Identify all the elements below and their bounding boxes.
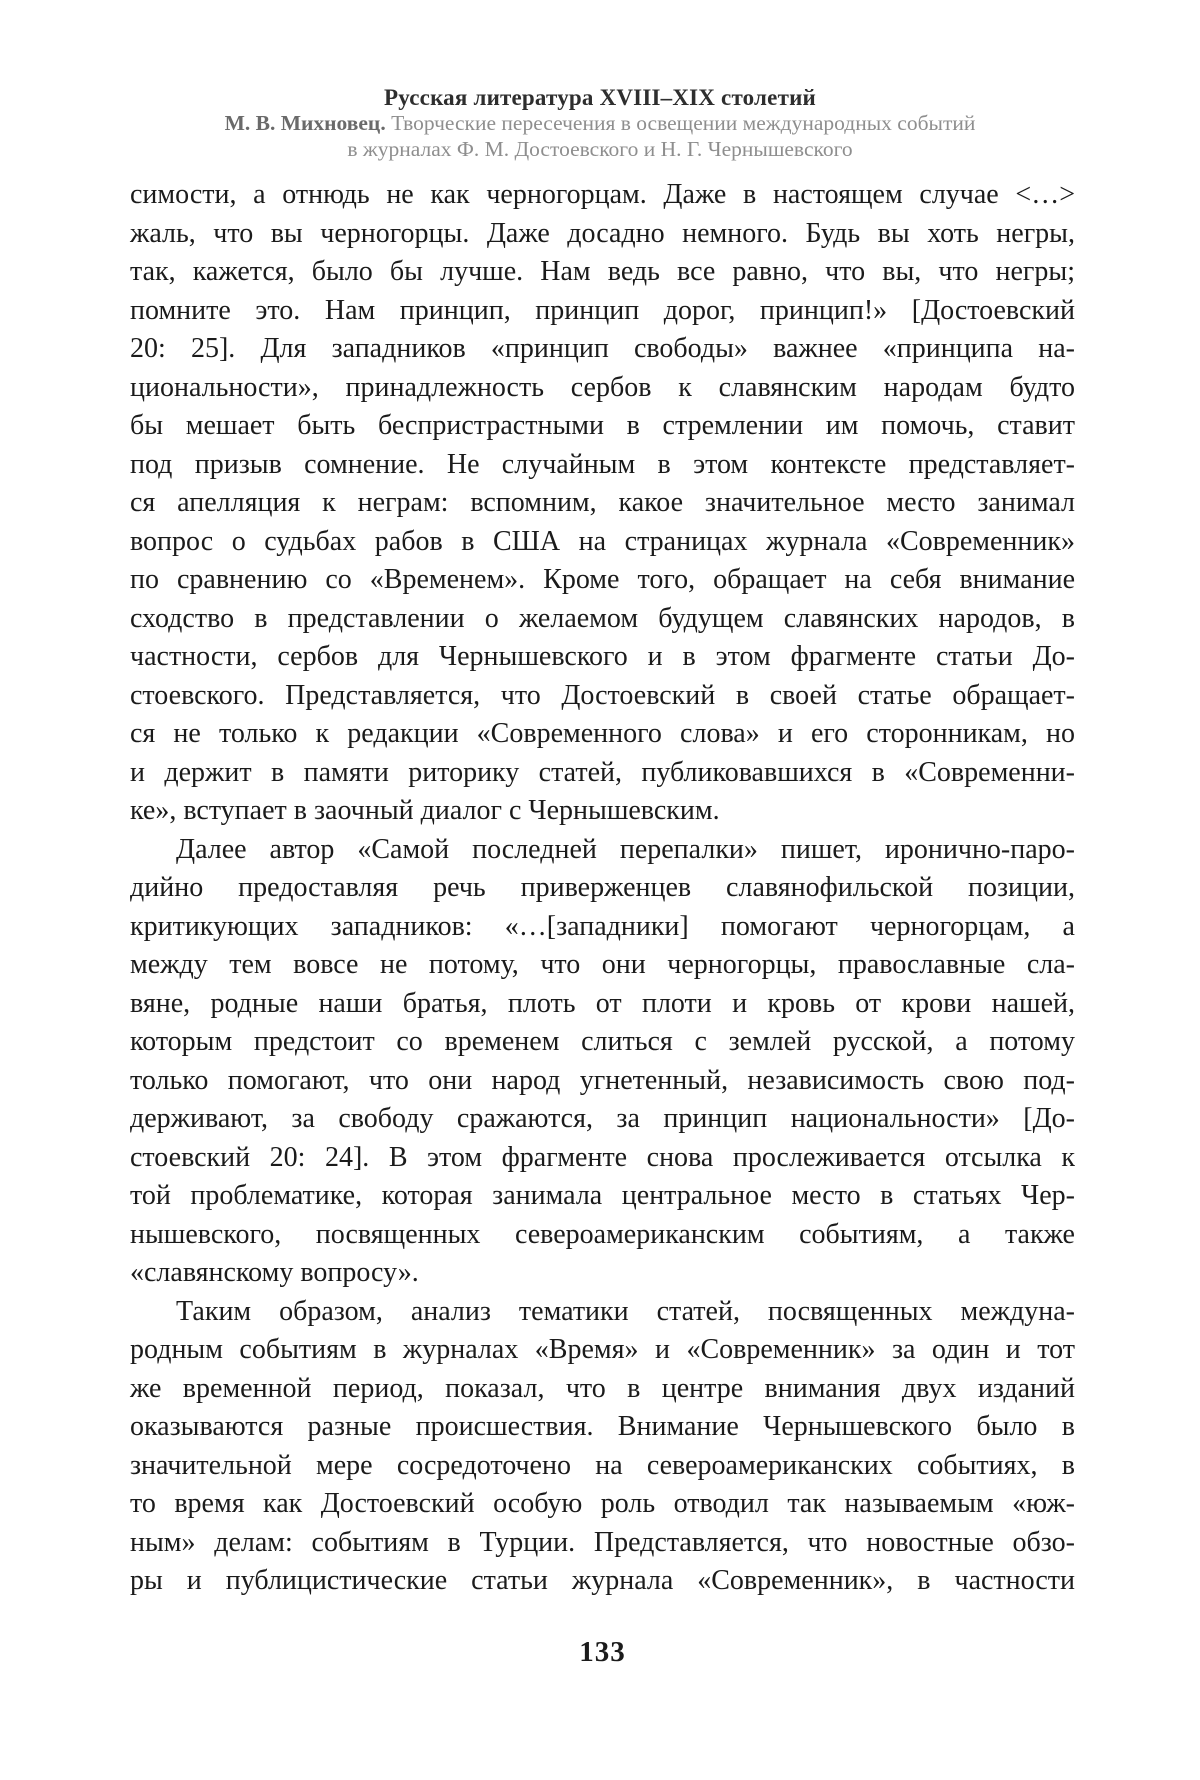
text-line: стоевский 20: 24]. В этом фрагменте снова прослеживается отсылка к <box>130 1141 1075 1173</box>
text-line: которым предстоит со временем слиться с землей русской, а потому <box>130 1026 1075 1057</box>
text-line: так, кажется, было бы лучше. Нам ведь все равно, что вы, что негры; <box>130 256 1075 287</box>
text-line: Таким образом, анализ тематики статей, посвященных междуна- <box>176 1295 1075 1327</box>
page-footer <box>130 1636 1075 1669</box>
text-line: вопрос о судьбах рабов в США на страницах журнала «Современник» <box>130 525 1075 557</box>
text-line: по сравнению со «Временем». Кроме того, обращает на себя внимание <box>130 564 1075 595</box>
text-line: дийно предоставляя речь приверженцев славянофильской позиции, <box>130 872 1075 903</box>
text-line: бы мешает быть беспристрастными в стремлении им помочь, ставит <box>130 410 1075 441</box>
series-title: Русская литература XVIII–XIX столетий <box>384 85 816 110</box>
text-line: жаль, что вы черногорцы. Даже досадно немного. Будь вы хоть негры, <box>130 217 1075 249</box>
article-title-line-1 <box>0 111 1200 137</box>
text-line: критикующих западников: «…[западники] помогают черногорцам, а <box>130 910 1075 942</box>
text-line: «славянскому вопросу». <box>130 1257 419 1288</box>
text-line: держивают, за свободу сражаются, за принцип национальности» [До- <box>130 1103 1075 1134</box>
text-line: помните это. Нам принцип, принцип дорог, принцип!» [Достоевский <box>130 294 1075 326</box>
text-line: ся апелляция к неграм: вспомним, какое значительное место занимал <box>130 487 1075 518</box>
text-line: той проблематике, которая занимала центральное место в статьях Чер- <box>130 1180 1075 1211</box>
text-line: же временной период, показал, что в центре внимания двух изданий <box>130 1372 1075 1404</box>
text-line: 20: 25]. Для западников «принцип свободы» важнее «принципа на- <box>130 333 1075 364</box>
text-line: стоевского. Представляется, что Достоевский в своей статье обращает- <box>130 679 1075 711</box>
text-line: ным» делам: событиям в Турции. Представляется, что новостные обзо- <box>130 1526 1075 1558</box>
author-name: М. В. Михновец. <box>224 111 386 135</box>
text-line: значительной мере сосредоточено на североамериканских событиях, в <box>130 1449 1075 1481</box>
text-line: под призыв сомнение. Не случайным в этом контексте представляет- <box>130 448 1075 480</box>
text-line: ры и публицистические статьи журнала «Современник», в частности <box>130 1565 1075 1596</box>
text-line: ке», вступает в заочный диалог с Чернышевским. <box>130 795 720 826</box>
page-body <box>130 176 1075 1601</box>
page-number: 133 <box>579 1636 626 1668</box>
text-line: Далее автор «Самой последней перепалки» пишет, иронично-паро- <box>176 833 1075 865</box>
text-line: вяне, родные наши братья, плоть от плоти и кровь от крови нашей, <box>130 987 1075 1019</box>
paragraph <box>130 1293 1075 1601</box>
article-title-line-2: в журналах Ф. М. Достоевского и Н. Г. Чернышевского <box>347 136 853 161</box>
text-line: оказываются разные происшествия. Внимание Чернышевского было в <box>130 1411 1075 1442</box>
text-line: частности, сербов для Чернышевского и в этом фрагменте статьи До- <box>130 641 1075 672</box>
running-header <box>0 84 1200 162</box>
text-line: и держит в памяти риторику статей, публиковавшихся в «Современни- <box>130 756 1075 788</box>
text-line: родным событиям в журналах «Время» и «Современник» за один и тот <box>130 1334 1075 1365</box>
text-line: то время как Достоевский особую роль отводил так называемым «юж- <box>130 1488 1075 1519</box>
text-line: сходство в представлении о желаемом будущем славянских народов, в <box>130 602 1075 634</box>
text-line: только помогают, что они народ угнетенный, независимость свою под- <box>130 1064 1075 1096</box>
text-line: между тем вовсе не потому, что они черногорцы, православные сла- <box>130 949 1075 980</box>
paragraph <box>130 176 1075 831</box>
text-line: ся не только к редакции «Современного слова» и его сторонникам, но <box>130 718 1075 749</box>
paragraph <box>130 831 1075 1293</box>
text-line: симости, а отнюдь не как черногорцам. Даже в настоящем случае <…> <box>130 179 1075 210</box>
text-line: нышевского, посвященных североамериканским событиям, а также <box>130 1218 1075 1250</box>
article-title-text: Творческие пересечения в освещении международных событий <box>391 111 976 135</box>
text-line: циональности», принадлежность сербов к славянским народам будто <box>130 371 1075 403</box>
